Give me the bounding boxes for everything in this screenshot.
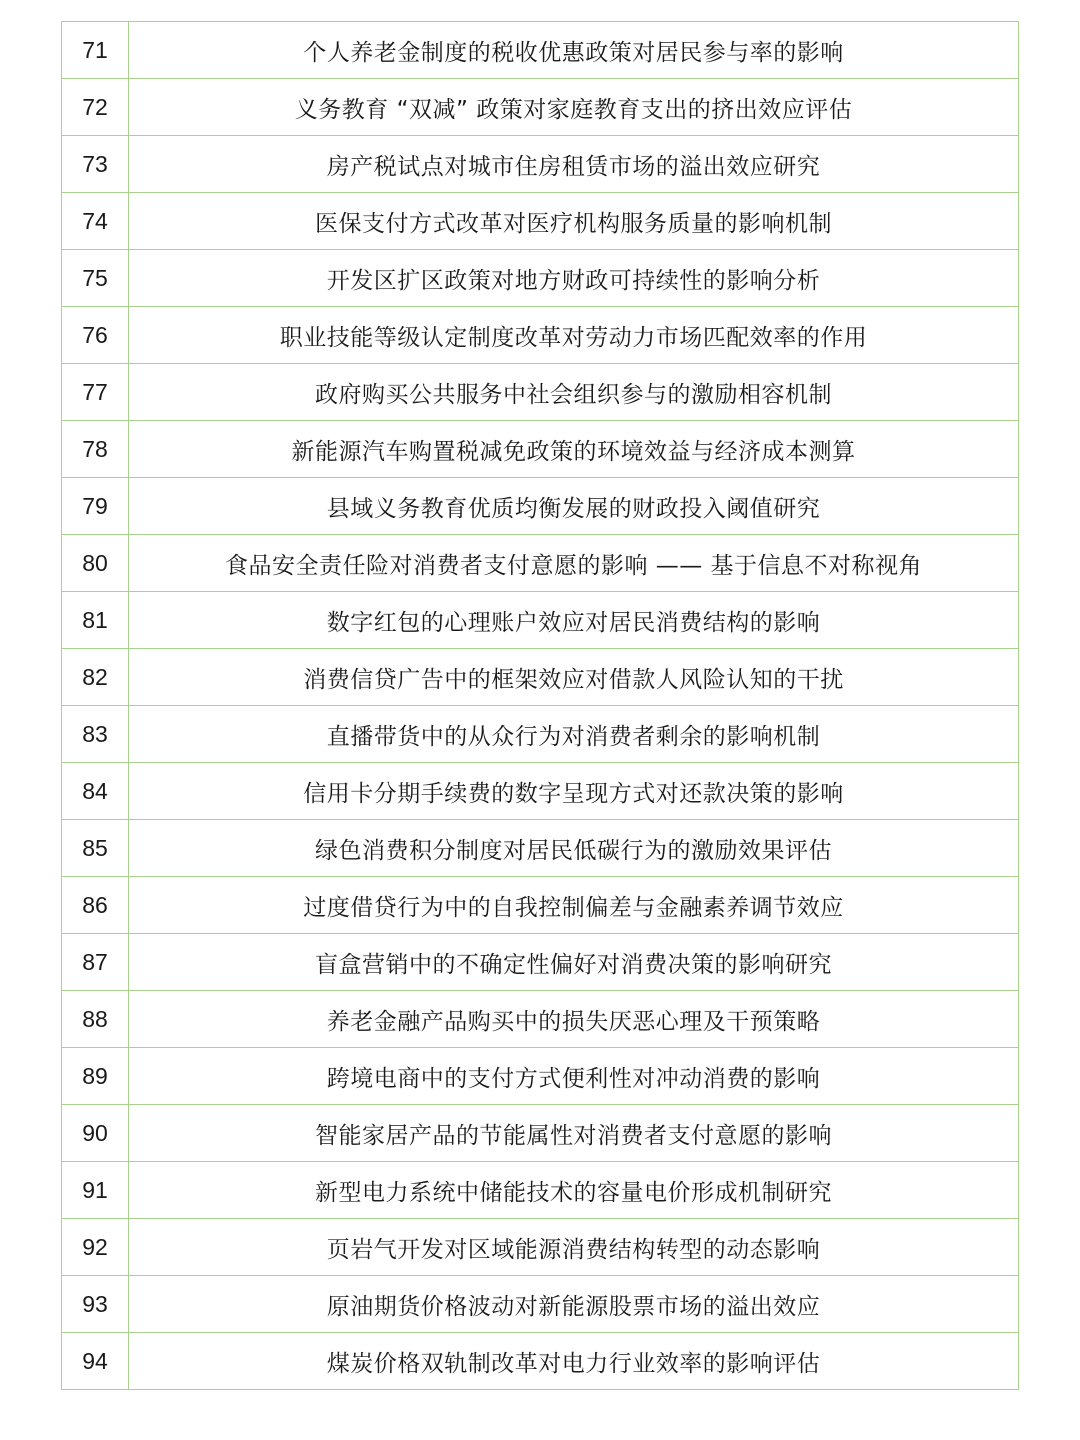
- row-title: 医保支付方式改革对医疗机构服务质量的影响机制: [129, 193, 1019, 250]
- row-title: 绿色消费积分制度对居民低碳行为的激励效果评估: [129, 820, 1019, 877]
- row-title: 政府购买公共服务中社会组织参与的激励相容机制: [129, 364, 1019, 421]
- row-number: 94: [62, 1333, 129, 1390]
- table-row: [62, 1333, 1019, 1390]
- row-number: 93: [62, 1276, 129, 1333]
- row-number: 87: [62, 934, 129, 991]
- row-number: 82: [62, 649, 129, 706]
- table-row: [62, 22, 1019, 79]
- row-title: 义务教育 “双减” 政策对家庭教育支出的挤出效应评估: [129, 79, 1019, 136]
- table-row: [62, 1276, 1019, 1333]
- row-title: 页岩气开发对区域能源消费结构转型的动态影响: [129, 1219, 1019, 1276]
- table-row: [62, 1048, 1019, 1105]
- row-number: 74: [62, 193, 129, 250]
- row-number: 81: [62, 592, 129, 649]
- table-row: [62, 592, 1019, 649]
- topic-table: [61, 21, 1019, 1390]
- row-title: 县域义务教育优质均衡发展的财政投入阈值研究: [129, 478, 1019, 535]
- row-title: 新型电力系统中储能技术的容量电价形成机制研究: [129, 1162, 1019, 1219]
- row-title: 煤炭价格双轨制改革对电力行业效率的影响评估: [129, 1333, 1019, 1390]
- row-number: 90: [62, 1105, 129, 1162]
- row-number: 79: [62, 478, 129, 535]
- row-number: 78: [62, 421, 129, 478]
- row-title: 房产税试点对城市住房租赁市场的溢出效应研究: [129, 136, 1019, 193]
- row-number: 84: [62, 763, 129, 820]
- table-body: [62, 22, 1019, 1390]
- table-row: [62, 1219, 1019, 1276]
- row-number: 85: [62, 820, 129, 877]
- table-row: [62, 364, 1019, 421]
- row-number: 75: [62, 250, 129, 307]
- table-row: [62, 421, 1019, 478]
- row-title: 过度借贷行为中的自我控制偏差与金融素养调节效应: [129, 877, 1019, 934]
- row-number: 80: [62, 535, 129, 592]
- row-title: 盲盒营销中的不确定性偏好对消费决策的影响研究: [129, 934, 1019, 991]
- table-row: [62, 1105, 1019, 1162]
- table-row: [62, 535, 1019, 592]
- row-title: 养老金融产品购买中的损失厌恶心理及干预策略: [129, 991, 1019, 1048]
- row-number: 77: [62, 364, 129, 421]
- row-title: 新能源汽车购置税减免政策的环境效益与经济成本测算: [129, 421, 1019, 478]
- table-row: [62, 478, 1019, 535]
- table-row: [62, 877, 1019, 934]
- row-number: 83: [62, 706, 129, 763]
- row-number: 88: [62, 991, 129, 1048]
- table-row: [62, 706, 1019, 763]
- table-row: [62, 934, 1019, 991]
- row-title: 信用卡分期手续费的数字呈现方式对还款决策的影响: [129, 763, 1019, 820]
- row-number: 72: [62, 79, 129, 136]
- table-row: [62, 763, 1019, 820]
- table-row: [62, 136, 1019, 193]
- table-row: [62, 991, 1019, 1048]
- row-title: 个人养老金制度的税收优惠政策对居民参与率的影响: [129, 22, 1019, 79]
- row-title: 职业技能等级认定制度改革对劳动力市场匹配效率的作用: [129, 307, 1019, 364]
- row-number: 71: [62, 22, 129, 79]
- row-title: 原油期货价格波动对新能源股票市场的溢出效应: [129, 1276, 1019, 1333]
- row-number: 92: [62, 1219, 129, 1276]
- row-title: 直播带货中的从众行为对消费者剩余的影响机制: [129, 706, 1019, 763]
- row-title: 开发区扩区政策对地方财政可持续性的影响分析: [129, 250, 1019, 307]
- row-number: 86: [62, 877, 129, 934]
- row-title: 智能家居产品的节能属性对消费者支付意愿的影响: [129, 1105, 1019, 1162]
- row-title: 消费信贷广告中的框架效应对借款人风险认知的干扰: [129, 649, 1019, 706]
- row-number: 89: [62, 1048, 129, 1105]
- table-row: [62, 649, 1019, 706]
- row-title: 食品安全责任险对消费者支付意愿的影响 —— 基于信息不对称视角: [129, 535, 1019, 592]
- row-number: 73: [62, 136, 129, 193]
- row-title: 跨境电商中的支付方式便利性对冲动消费的影响: [129, 1048, 1019, 1105]
- row-title: 数字红包的心理账户效应对居民消费结构的影响: [129, 592, 1019, 649]
- table-row: [62, 307, 1019, 364]
- table-row: [62, 1162, 1019, 1219]
- table-row: [62, 193, 1019, 250]
- row-number: 76: [62, 307, 129, 364]
- table-row: [62, 820, 1019, 877]
- table-row: [62, 79, 1019, 136]
- table-row: [62, 250, 1019, 307]
- row-number: 91: [62, 1162, 129, 1219]
